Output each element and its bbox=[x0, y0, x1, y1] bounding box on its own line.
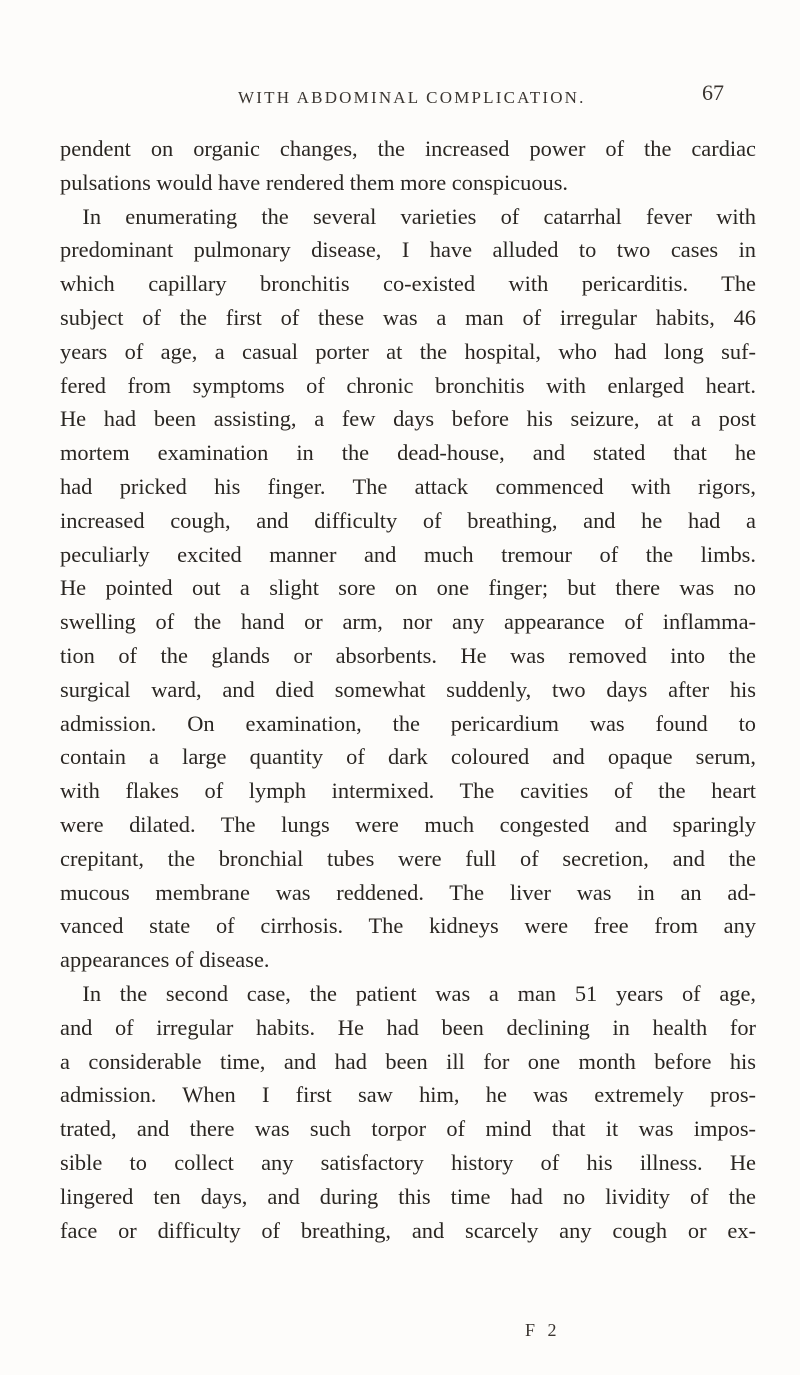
text-line: mucous membrane was reddened. The liver was in an ad- bbox=[60, 879, 756, 905]
text-line: face or difficulty of breathing, and scarcely any cough or ex- bbox=[60, 1217, 756, 1243]
text-line: He pointed out a slight sore on one finger; but there was no bbox=[60, 575, 756, 601]
text-line: subject of the first of these was a man of irregular habits, 46 bbox=[60, 304, 756, 330]
text-line: swelling of the hand or arm, nor any appearance of inflamma- bbox=[60, 609, 756, 635]
text-line: with flakes of lymph intermixed. The cavities of the heart bbox=[60, 778, 756, 804]
text-line: pulsations would have rendered them more conspicuous. bbox=[60, 169, 569, 195]
text-line: were dilated. The lungs were much congested and sparingly bbox=[60, 811, 756, 837]
text-line: admission. When I first saw him, he was extremely pros- bbox=[60, 1082, 756, 1108]
running-head: WITH ABDOMINAL COMPLICATION. bbox=[238, 88, 586, 107]
text-line: admission. On examination, the pericardium was found to bbox=[60, 710, 756, 736]
signature-mark: F 2 bbox=[525, 1320, 561, 1340]
text-line: fered from symptoms of chronic bronchitis with enlarged heart. bbox=[60, 372, 756, 398]
body-text bbox=[60, 132, 756, 1247]
text-line: which capillary bronchitis co-existed with pericarditis. The bbox=[60, 271, 756, 297]
page-number: 67 bbox=[702, 80, 724, 105]
text-line: In enumerating the several varieties of catarrhal fever with bbox=[82, 203, 756, 229]
text-line: mortem examination in the dead-house, and stated that he bbox=[60, 440, 756, 466]
text-line: vanced state of cirrhosis. The kidneys were free from any bbox=[60, 913, 756, 939]
text-line: surgical ward, and died somewhat suddenly, two days after his bbox=[60, 676, 756, 702]
text-line: He had been assisting, a few days before his seizure, at a post bbox=[60, 406, 756, 432]
text-line: years of age, a casual porter at the hospital, who had long suf- bbox=[60, 338, 756, 364]
text-line: sible to collect any satisfactory history of his illness. He bbox=[60, 1149, 756, 1175]
text-line: peculiarly excited manner and much tremour of the limbs. bbox=[60, 541, 756, 567]
text-line: crepitant, the bronchial tubes were full of secretion, and the bbox=[60, 845, 756, 871]
text-line: and of irregular habits. He had been declining in health for bbox=[60, 1014, 756, 1040]
text-line: had pricked his finger. The attack commenced with rigors, bbox=[60, 473, 756, 499]
text-line: lingered ten days, and during this time had no lividity of the bbox=[60, 1183, 756, 1209]
text-line: appearances of disease. bbox=[60, 947, 270, 973]
text-line: increased cough, and difficulty of breathing, and he had a bbox=[60, 507, 756, 533]
text-line: contain a large quantity of dark coloured and opaque serum, bbox=[60, 744, 756, 770]
text-line: In the second case, the patient was a man 51 years of age, bbox=[82, 980, 756, 1006]
text-line: trated, and there was such torpor of mind that it was impos- bbox=[60, 1116, 756, 1142]
text-line: pendent on organic changes, the increased power of the cardiac bbox=[60, 136, 756, 161]
text-line: a considerable time, and had been ill for one month before his bbox=[60, 1048, 756, 1074]
text-line: tion of the glands or absorbents. He was removed into the bbox=[60, 642, 756, 668]
text-line: predominant pulmonary disease, I have alluded to two cases in bbox=[60, 237, 756, 263]
